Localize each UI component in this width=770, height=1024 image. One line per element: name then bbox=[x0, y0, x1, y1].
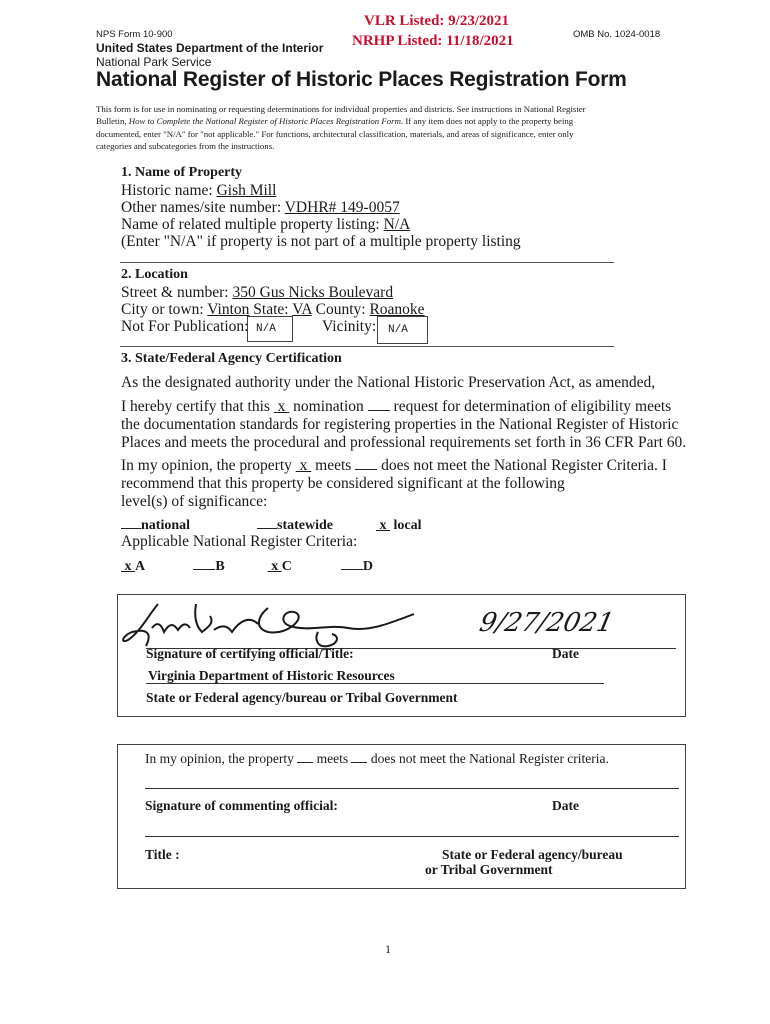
authority-statement: As the designated authority under the National Historic Preservation Act, as amended, bbox=[121, 374, 656, 391]
commenting-agency-line-1: State or Federal agency/bureau bbox=[442, 847, 623, 862]
comment-not-meet-label: does not meet the National Register criteria. bbox=[370, 751, 609, 766]
instructions-line-1: This form is for use in nominating or requesting determinations for individual properties and districts. See instructions in National Register bbox=[96, 104, 586, 114]
comment-title-line bbox=[145, 836, 679, 837]
commenting-title-label: Title : bbox=[145, 847, 180, 862]
local-mark: x bbox=[379, 518, 387, 533]
multiple-listing-label: Name of related multiple property listing: bbox=[121, 216, 380, 233]
comment-meets-blank bbox=[297, 750, 313, 763]
criteria-a-checkmark bbox=[121, 559, 135, 574]
city-label: City or town: bbox=[121, 301, 204, 318]
instructions-line-2 bbox=[96, 115, 686, 127]
page-title: National Register of Historic Places Registration Form bbox=[96, 68, 627, 91]
state-value: VA bbox=[292, 301, 312, 318]
local-label: local bbox=[393, 518, 422, 533]
nrhp-listed-stamp: NRHP Listed: 11/18/2021 bbox=[352, 33, 514, 49]
comment-meets-label: meets bbox=[316, 751, 349, 766]
opinion-line-1 bbox=[121, 457, 667, 475]
certify-line-3: Places and meets the procedural and professional requirements set forth in 36 CFR Part 60. bbox=[121, 434, 687, 451]
nomination-checkmark bbox=[274, 398, 290, 415]
other-names-row bbox=[121, 199, 400, 217]
other-names-value: VDHR# 149-0057 bbox=[284, 199, 400, 216]
instructions-line-3: documented, enter "N/A" for "not applicable." For functions, architectural classification, materials, and areas of significance, enter only bbox=[96, 128, 574, 139]
page-number: 1 bbox=[385, 942, 391, 956]
vicinity-field[interactable] bbox=[377, 316, 428, 344]
divider-1 bbox=[120, 262, 614, 263]
multiple-listing-row bbox=[121, 216, 410, 234]
meets-mark: x bbox=[299, 457, 308, 474]
request-label: request for determination of eligibility meets bbox=[393, 398, 672, 415]
commenting-signature-label: Signature of commenting official: bbox=[145, 798, 338, 813]
agency-line bbox=[146, 683, 604, 684]
instructions-line-4: categories and subcategories from the instructions. bbox=[96, 140, 275, 151]
signature-label: Signature of certifying official/Title: bbox=[146, 646, 354, 661]
city-value: Vinton bbox=[207, 301, 250, 318]
street-row bbox=[121, 284, 393, 302]
comment-opinion-text: In my opinion, the property bbox=[145, 751, 294, 766]
criteria-b-blank bbox=[193, 557, 215, 570]
vlr-listed-stamp: VLR Listed: 9/23/2021 bbox=[364, 13, 510, 29]
significance-levels bbox=[121, 516, 422, 534]
county-value: Roanoke bbox=[369, 301, 425, 318]
publication-field[interactable] bbox=[247, 316, 293, 342]
nomination-mark: x bbox=[277, 398, 286, 415]
certify-line-2: the documentation standards for registering properties in the National Register of Historic bbox=[121, 416, 679, 433]
national-blank bbox=[121, 516, 141, 529]
historic-name-row bbox=[121, 182, 276, 200]
service-name: National Park Service bbox=[96, 55, 212, 69]
section-3-heading: 3. State/Federal Agency Certification bbox=[121, 351, 342, 366]
divider-2 bbox=[120, 346, 614, 347]
state-label: State: bbox=[253, 301, 289, 318]
bulletin-title: How to Complete the National Register of Historic Places Registration Form. bbox=[128, 116, 404, 127]
criteria-label: Applicable National Register Criteria: bbox=[121, 533, 358, 550]
opinion-line-2: recommend that this property be considered significant at the following bbox=[121, 475, 565, 492]
statewide-label: statewide bbox=[277, 518, 334, 533]
county-label: County: bbox=[315, 301, 366, 318]
not-meet-blank bbox=[355, 457, 377, 470]
meets-label: meets bbox=[315, 457, 352, 474]
criteria-d-blank bbox=[341, 557, 363, 570]
vicinity-value: N/A bbox=[388, 324, 408, 336]
form-number: NPS Form 10-900 bbox=[96, 29, 173, 40]
historic-name-value: Gish Mill bbox=[216, 182, 277, 199]
department-name: United States Department of the Interior bbox=[96, 41, 324, 55]
agency-label: State or Federal agency/bureau or Tribal Government bbox=[146, 690, 458, 705]
instructions-line-2c: If any item does not apply to the property being bbox=[403, 116, 574, 127]
nomination-label: nomination bbox=[293, 398, 364, 415]
multiple-listing-note: (Enter "N/A" if property is not part of a multiple property listing bbox=[121, 233, 521, 250]
vicinity-label: Vicinity: bbox=[322, 318, 377, 335]
certify-text-a: I hereby certify that this bbox=[121, 398, 270, 415]
criteria-a-mark: x bbox=[124, 559, 132, 574]
certification-date-label: Date bbox=[552, 646, 579, 661]
commenting-date-label: Date bbox=[552, 798, 579, 813]
comment-signature-line bbox=[145, 788, 679, 789]
opinion-text-a: In my opinion, the property bbox=[121, 457, 292, 474]
criteria-options bbox=[121, 557, 373, 575]
criteria-a-label: A bbox=[135, 559, 145, 574]
street-label: Street & number: bbox=[121, 284, 229, 301]
criteria-c-checkmark bbox=[268, 559, 282, 574]
request-blank bbox=[368, 398, 390, 411]
street-value: 350 Gus Nicks Boulevard bbox=[232, 284, 394, 301]
criteria-d-label: D bbox=[362, 559, 373, 574]
meets-checkmark bbox=[296, 457, 312, 474]
signature-date: 9/27/2021 bbox=[476, 608, 617, 638]
certify-line-1 bbox=[121, 398, 671, 416]
agency-value: Virginia Department of Historic Resources bbox=[148, 668, 395, 683]
publication-label: Not For Publication: bbox=[121, 318, 249, 335]
criteria-c-label: C bbox=[281, 559, 292, 574]
criteria-c-mark: x bbox=[271, 559, 279, 574]
historic-name-label: Historic name: bbox=[121, 182, 213, 199]
instructions-line-2a: Bulletin, bbox=[96, 116, 129, 127]
section-2-heading: 2. Location bbox=[121, 267, 188, 282]
multiple-listing-value: N/A bbox=[383, 216, 411, 233]
comment-not-meet-blank bbox=[351, 750, 367, 763]
statewide-blank bbox=[257, 516, 277, 529]
publication-value: N/A bbox=[256, 323, 276, 335]
local-checkmark bbox=[376, 518, 390, 533]
national-label: national bbox=[141, 518, 191, 533]
omb-number: OMB No. 1024-0018 bbox=[573, 29, 661, 40]
not-meet-label: does not meet the National Register Criteria. I bbox=[381, 457, 667, 474]
form-instructions bbox=[96, 103, 686, 152]
section-1-heading: 1. Name of Property bbox=[121, 165, 243, 180]
opinion-line-3: level(s) of significance: bbox=[121, 493, 268, 510]
commenting-agency-line-2: or Tribal Government bbox=[425, 862, 553, 877]
criteria-b-label: B bbox=[215, 559, 225, 574]
comment-opinion-row bbox=[145, 750, 609, 767]
other-names-label: Other names/site number: bbox=[121, 199, 282, 216]
